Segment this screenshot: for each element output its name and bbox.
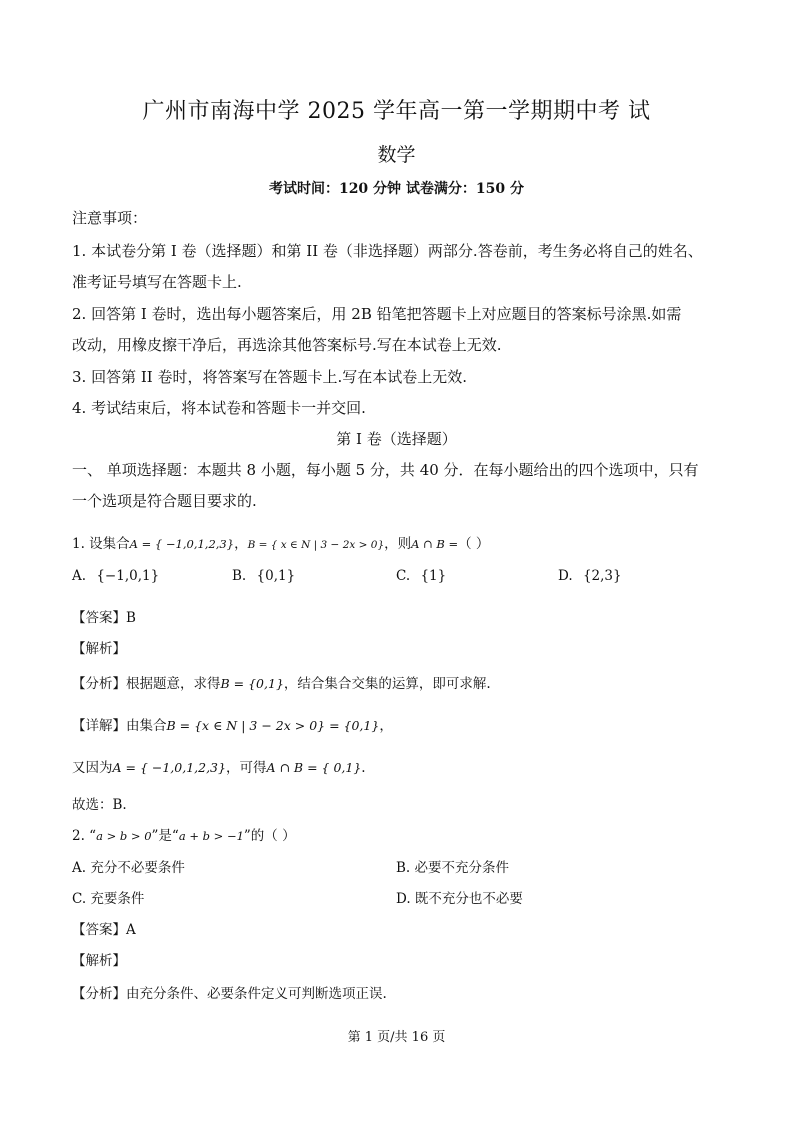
q2-answer-tag: 【答案】	[72, 922, 126, 938]
q2-condition-1: a > b > 0	[96, 829, 152, 843]
q2-condition-2: a + b > −1	[178, 829, 244, 843]
section-title: 第 I 卷（选择题）	[336, 430, 457, 448]
q1-answer-value: B	[126, 610, 136, 626]
q2-answer-value: A	[126, 922, 136, 938]
q2-stem-mid: ”是“	[151, 828, 179, 844]
q1-option-a-label: A.	[72, 568, 87, 584]
notice-item-1-line-1: 1. 本试卷分第 I 卷（选择题）和第 II 卷（非选择题）两部分.答卷前，考生务必将自己的姓名、	[72, 242, 703, 260]
q1-fenxi	[72, 672, 491, 692]
q2-option-b[interactable]: B. 必要不充分条件	[396, 860, 510, 876]
exam-title: 广州市南海中学 2025 学年高一第一学期期中考 试	[142, 99, 651, 124]
notice-item-4: 4. 考试结束后，将本试卷和答题卡一并交回.	[72, 399, 366, 417]
q1-answer-tag: 【答案】	[72, 610, 126, 626]
q1-line2-text-1: 又因为	[72, 760, 113, 776]
q2-option-c[interactable]: C. 充要条件	[72, 891, 145, 907]
q1-paren: （ ）	[458, 536, 490, 552]
notice-item-1-line-2: 准考证号填写在答题卡上.	[72, 273, 242, 291]
q1-xiangjie-tag: 【详解】	[72, 718, 126, 734]
q2-option-d[interactable]: D. 既不充分也不必要	[396, 891, 523, 907]
q2-stem-prefix: 2. “	[72, 828, 97, 844]
q2-stem	[72, 824, 296, 844]
q1-xiangjie-text-1: 由集合	[126, 718, 167, 734]
notice-item-3: 3. 回答第 II 卷时，将答案写在答题卡上.写在本试卷上无效.	[72, 368, 468, 386]
q1-xiangjie-text-2: ，	[379, 718, 393, 734]
q1-set-a: A = { −1,0,1,2,3}	[129, 537, 235, 551]
q2-fenxi-text: 由充分条件、必要条件定义可判断选项正误.	[126, 986, 387, 1002]
q1-detail-line-2	[72, 756, 366, 776]
q1-fenxi-tag: 【分析】	[72, 676, 126, 692]
q1-option-b[interactable]	[232, 568, 295, 584]
q2-option-a[interactable]: A. 充分不必要条件	[72, 860, 185, 876]
q1-xiangjie	[72, 714, 393, 734]
q1-stem-prefix: 1. 设集合	[72, 536, 130, 552]
q1-option-b-value: {0,1}	[256, 568, 296, 584]
section-intro-line-1: 一、 单项选择题：本题共 8 小题，每小题 5 分，共 40 分．在每小题给出的四个选项中，只有	[72, 461, 699, 479]
q1-option-a[interactable]	[72, 568, 159, 584]
q1-option-c-label: C.	[396, 568, 411, 584]
notice-heading: 注意事项：	[72, 209, 148, 227]
q1-option-a-value: {−1,0,1}	[96, 568, 160, 584]
q1-fenxi-text-1: 根据题意，求得	[126, 676, 221, 692]
q1-analysis-tag: 【解析】	[72, 641, 126, 657]
q1-expr: A ∩ B =	[411, 537, 459, 551]
q2-answer	[72, 918, 136, 938]
q1-fenxi-math: B = {0,1}	[220, 676, 284, 691]
q1-option-d[interactable]	[558, 568, 622, 584]
q1-option-c-value: {1}	[420, 568, 447, 584]
q1-option-d-label: D.	[558, 568, 573, 584]
section-intro-line-2: 一个选项是符合题目要求的.	[72, 492, 257, 510]
notice-item-2-line-1: 2. 回答第 I 卷时，选出每小题答案后，用 2B 铅笔把答题卡上对应题目的答案标号涂黑.如需	[72, 305, 682, 323]
q2-stem-suffix: ”的（ ）	[243, 828, 296, 844]
q1-stem	[72, 532, 489, 552]
q1-xiangjie-math: B = {x ∈ N | 3 − 2x > 0} = {0,1}	[166, 718, 380, 733]
q2-fenxi	[72, 982, 387, 1002]
q1-set-b: B = { x ∈ N | 3 − 2x > 0}	[247, 539, 385, 551]
q2-fenxi-tag: 【分析】	[72, 986, 126, 1002]
q1-option-d-value: {2,3}	[582, 568, 622, 584]
q1-then: ，则	[384, 536, 412, 552]
q1-fenxi-text-2: ，结合集合交集的运算，即可求解.	[283, 676, 491, 692]
exam-meta: 考试时间：120 分钟 试卷满分：150 分	[268, 181, 525, 197]
q1-line2-math-1: A = { −1,0,1,2,3}	[112, 760, 226, 775]
page-footer: 第 1 页/共 16 页	[347, 1030, 446, 1045]
q1-option-b-label: B.	[232, 568, 247, 584]
exam-subject: 数学	[377, 144, 416, 166]
q1-line2-text-3: .	[361, 760, 366, 776]
notice-item-2-line-2: 改动，用橡皮擦干净后，再选涂其他答案标号.写在本试卷上无效.	[72, 336, 502, 354]
q1-line2-math-2: A ∩ B = { 0,1}	[266, 760, 362, 775]
q1-line2-text-2: ，可得	[225, 760, 267, 776]
q1-answer	[72, 606, 136, 626]
q1-option-c[interactable]	[396, 568, 446, 584]
q1-comma: ，	[234, 536, 248, 552]
q1-conclusion: 故选：B.	[72, 797, 127, 813]
q2-analysis-tag: 【解析】	[72, 953, 126, 969]
